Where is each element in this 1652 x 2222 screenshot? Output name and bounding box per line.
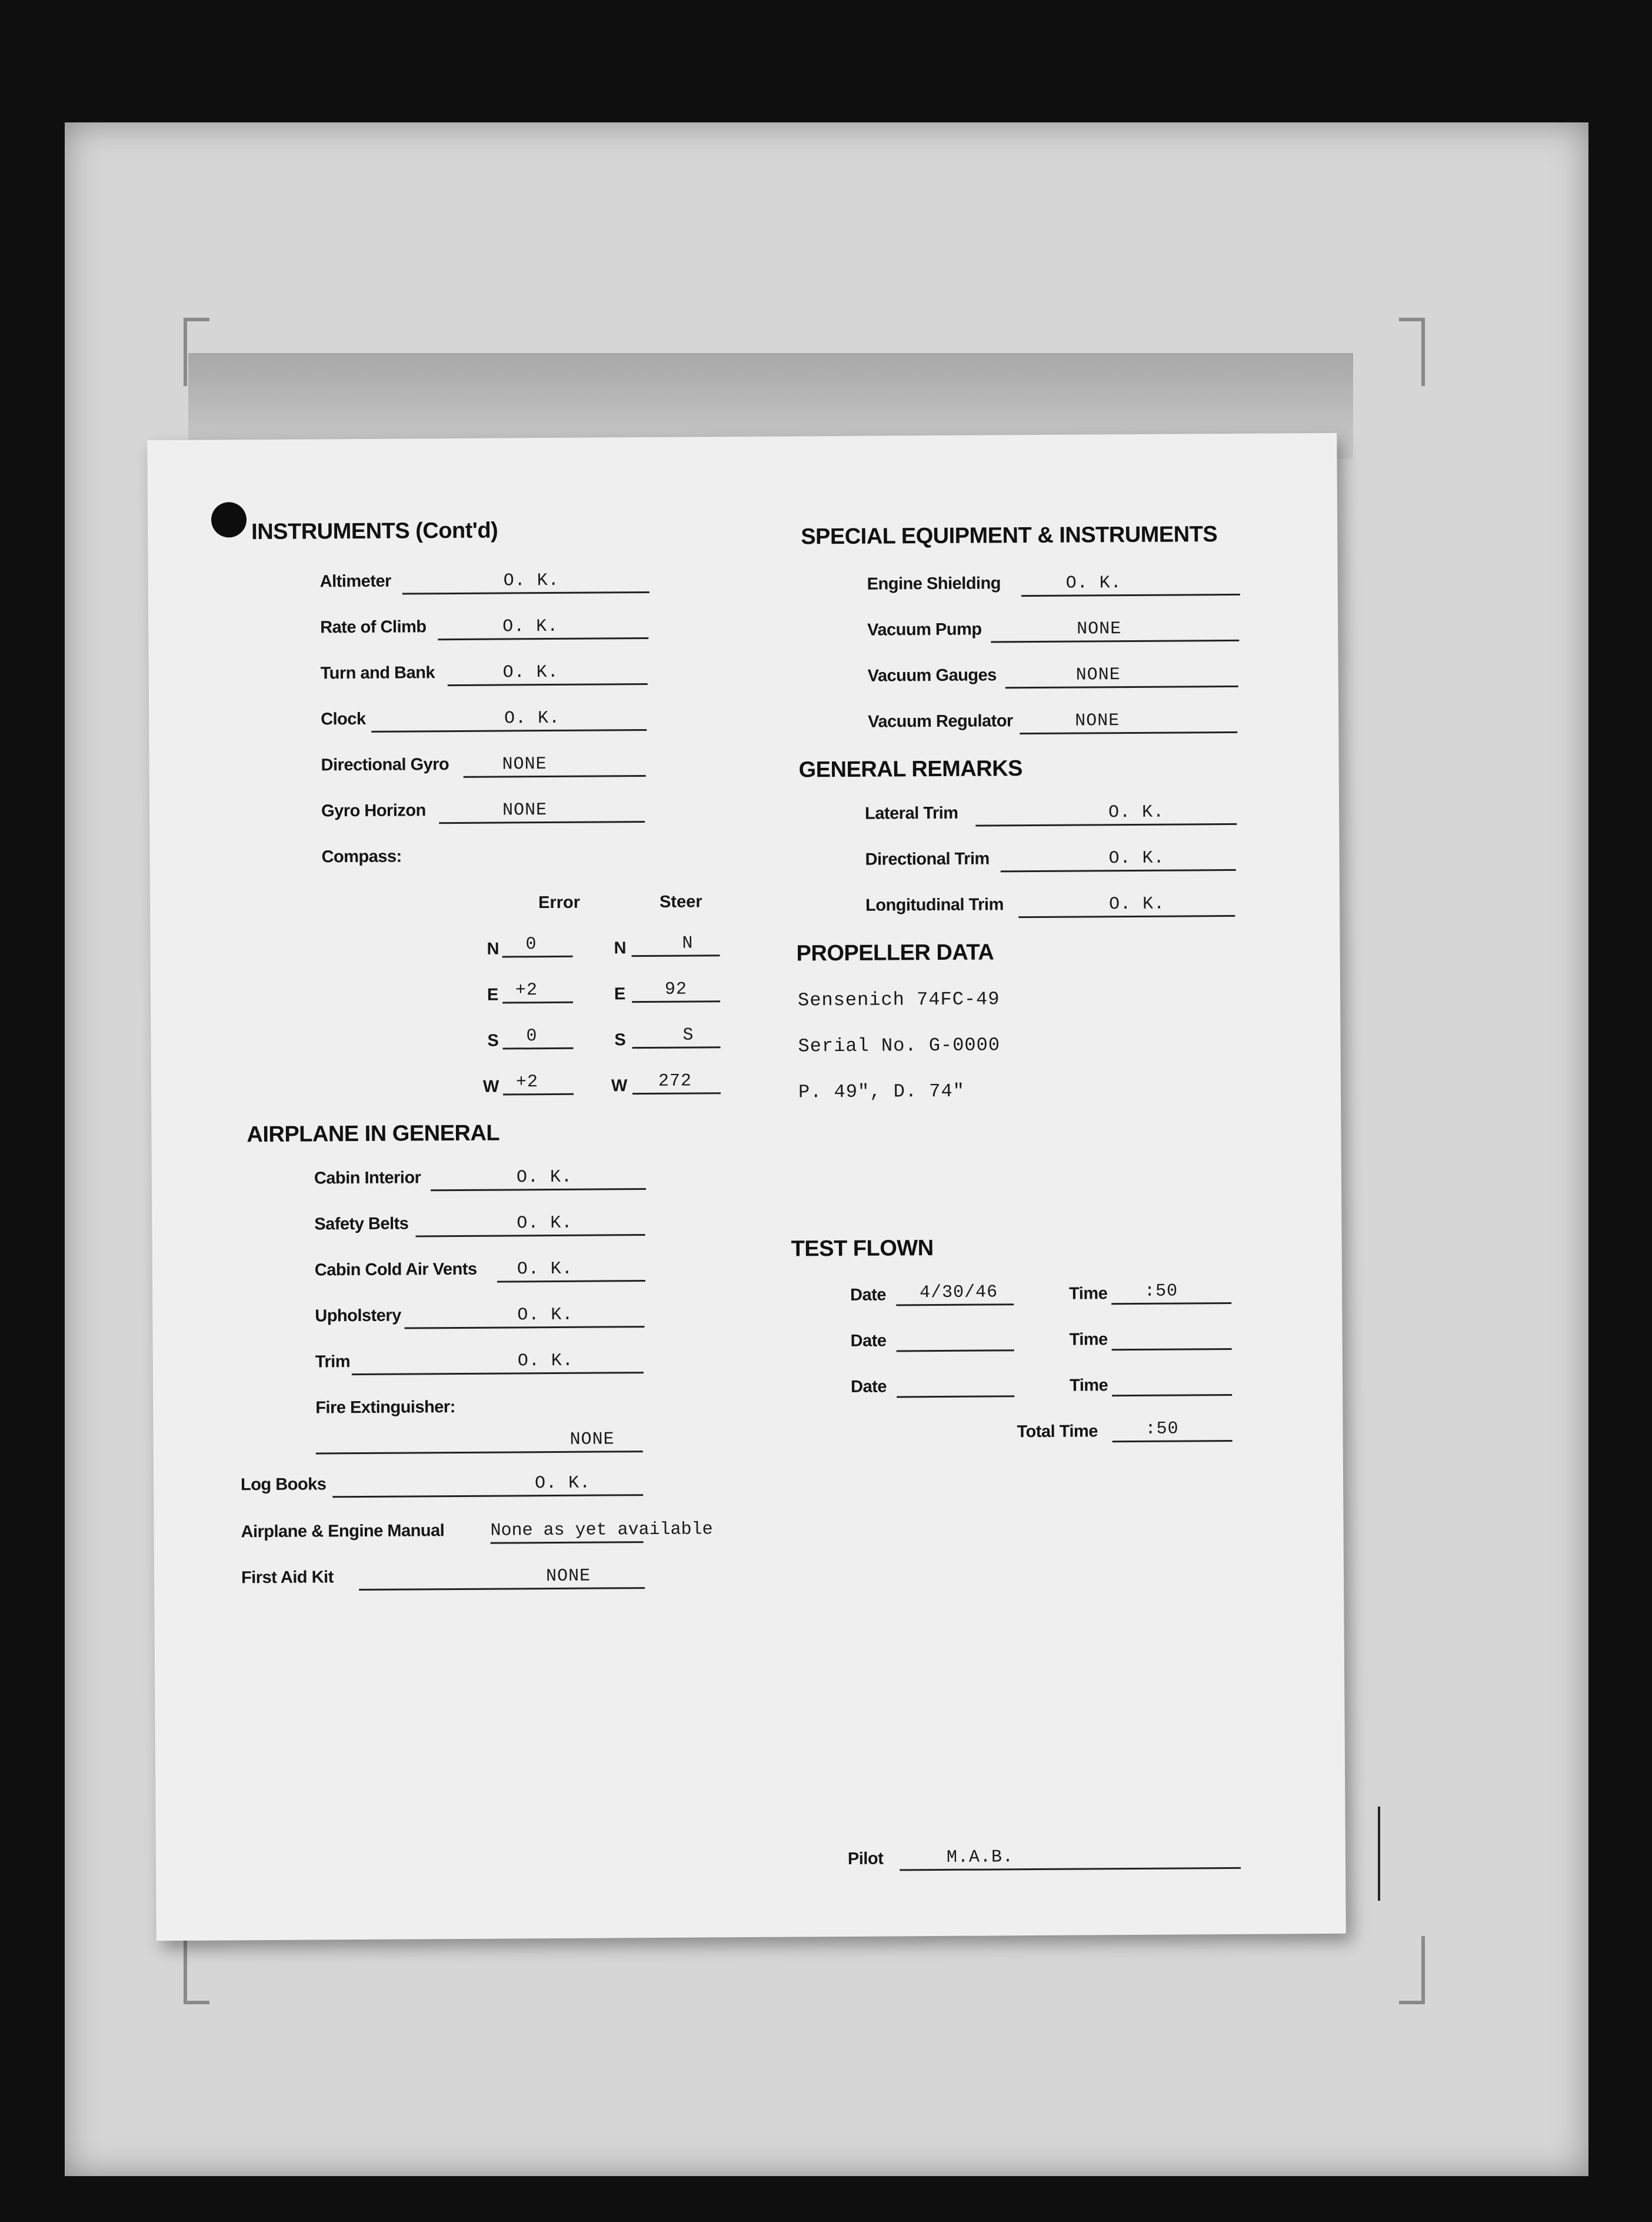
general-remarks-heading: GENERAL REMARKS [798, 756, 1023, 783]
lateral-trim-label: Lateral Trim [865, 803, 958, 823]
clock-field [371, 708, 647, 733]
safety-belts-value: O. K. [517, 1213, 573, 1234]
crop-mark-bottom-right [1399, 1936, 1425, 2004]
pilot-label: Pilot [847, 1849, 884, 1868]
vacuum-gauges-value: NONE [1075, 665, 1121, 686]
compass-steer-value: S [682, 1025, 694, 1046]
vacuum-pump-field [991, 619, 1239, 643]
compass-steer-value: 92 [664, 979, 688, 1000]
first-aid-kit-field [359, 1566, 645, 1591]
propeller-pitch-diameter: P. 49", D. 74" [798, 1080, 965, 1103]
trim-field [352, 1351, 644, 1375]
compass-error-value: 0 [526, 1026, 538, 1047]
rate-of-climb-field [438, 616, 648, 640]
directional-trim-label: Directional Trim [865, 849, 990, 869]
rate-of-climb-label: Rate of Climb [320, 617, 427, 637]
directional-gyro-label: Directional Gyro [321, 755, 449, 775]
compass-error-field [503, 1072, 574, 1096]
date-field [897, 1395, 1014, 1398]
safety-belts-field [415, 1213, 645, 1237]
compass-steer-value: N [682, 933, 694, 954]
date-field [896, 1282, 1014, 1306]
propeller-serial: Serial No. G-0000 [798, 1034, 1001, 1057]
fire-extinguisher-label: Fire Extinguisher: [315, 1398, 455, 1418]
compass-steer-dir: E [614, 984, 626, 1004]
vacuum-regulator-value: NONE [1075, 711, 1120, 731]
turn-and-bank-field [448, 662, 648, 686]
compass-error-value: 0 [525, 934, 537, 955]
cabin-cold-air-vents-field [497, 1259, 645, 1283]
crop-mark-bottom-left [184, 1936, 209, 2004]
engine-shielding-value: O. K. [1065, 573, 1122, 594]
cabin-interior-field [431, 1167, 646, 1191]
cabin-interior-value: O. K. [516, 1167, 573, 1188]
altimeter-label: Altimeter [319, 571, 392, 591]
compass-dir: N [487, 939, 499, 959]
compass-steer-dir: N [614, 939, 627, 958]
time-label: Time [1069, 1330, 1108, 1349]
propeller-model: Sensenich 74FC-49 [797, 988, 1000, 1012]
compass-dir: E [487, 985, 499, 1004]
time-field [1112, 1348, 1232, 1351]
test-flown-heading: TEST FLOWN [791, 1236, 934, 1262]
time-field [1112, 1394, 1232, 1396]
cabin-interior-label: Cabin Interior [314, 1168, 421, 1188]
gyro-horizon-value: NONE [502, 800, 548, 821]
longitudinal-trim-value: O. K. [1108, 894, 1165, 915]
total-time-field [1113, 1419, 1233, 1442]
compass-steer-header: Steer [659, 892, 702, 912]
turn-and-bank-label: Turn and Bank [320, 663, 435, 683]
compass-steer-field [632, 979, 720, 1003]
inspection-form-sheet [147, 433, 1346, 1941]
vacuum-pump-value: NONE [1077, 619, 1122, 640]
log-books-field [332, 1473, 643, 1498]
directional-trim-value: O. K. [1108, 848, 1165, 869]
directional-gyro-value: NONE [502, 754, 547, 775]
compass-error-value: +2 [515, 980, 538, 1001]
vacuum-gauges-field [1005, 665, 1238, 688]
compass-dir: S [487, 1031, 499, 1050]
date-label: Date [850, 1285, 887, 1305]
compass-error-field [502, 934, 573, 958]
clock-label: Clock [321, 709, 366, 729]
propeller-data-heading: PROPELLER DATA [796, 940, 994, 966]
compass-steer-field [632, 1071, 721, 1095]
special-equipment-heading: SPECIAL EQUIPMENT & INSTRUMENTS [801, 522, 1218, 550]
rate-of-climb-value: O. K. [502, 616, 559, 637]
clock-value: O. K. [504, 708, 561, 729]
date-field [897, 1349, 1014, 1352]
airplane-engine-manual-value: None as yet available [490, 1519, 713, 1541]
total-time-label: Total Time [1017, 1422, 1098, 1442]
date-label: Date [850, 1377, 887, 1396]
altimeter-field [402, 570, 650, 595]
compass-label: Compass: [321, 847, 402, 867]
date-label: Date [850, 1331, 887, 1351]
log-books-value: O. K. [534, 1473, 591, 1494]
airplane-in-general-heading: AIRPLANE IN GENERAL [247, 1120, 500, 1147]
directional-gyro-field [464, 754, 646, 778]
engine-shielding-field [1021, 573, 1240, 597]
instruments-heading: INSTRUMENTS (Cont'd) [251, 518, 498, 545]
safety-belts-label: Safety Belts [314, 1214, 409, 1234]
trim-value: O. K. [517, 1351, 574, 1372]
lateral-trim-value: O. K. [1108, 802, 1165, 823]
gyro-horizon-field [439, 800, 645, 824]
upholstery-field [404, 1305, 644, 1329]
date-value: 4/30/46 [920, 1282, 998, 1303]
upholstery-label: Upholstery [315, 1306, 401, 1326]
cabin-cold-air-vents-label: Cabin Cold Air Vents [314, 1259, 477, 1280]
vacuum-regulator-field [1020, 711, 1237, 734]
airplane-engine-manual-field [490, 1519, 713, 1544]
compass-steer-field [632, 1025, 721, 1049]
log-books-label: Log Books [240, 1475, 327, 1495]
compass-steer-dir: S [614, 1030, 626, 1050]
vacuum-regulator-label: Vacuum Regulator [868, 711, 1013, 731]
time-value: :50 [1144, 1281, 1178, 1302]
trim-label: Trim [315, 1352, 351, 1372]
margin-pen-mark [1378, 1807, 1380, 1901]
compass-error-field [502, 980, 573, 1004]
longitudinal-trim-field [1018, 894, 1235, 918]
time-label: Time [1069, 1284, 1108, 1303]
crop-mark-top-right [1399, 318, 1425, 386]
pilot-value: M.A.B. [946, 1847, 1014, 1868]
first-aid-kit-label: First Aid Kit [241, 1568, 334, 1588]
fire-extinguisher-field [316, 1429, 643, 1454]
compass-error-value: +2 [515, 1072, 539, 1093]
cabin-cold-air-vents-value: O. K. [517, 1259, 573, 1280]
engine-shielding-label: Engine Shielding [867, 574, 1001, 594]
compass-error-header: Error [538, 893, 581, 913]
pilot-field [900, 1847, 1241, 1871]
punch-hole [211, 502, 247, 537]
directional-trim-field [1001, 848, 1236, 872]
vacuum-gauges-label: Vacuum Gauges [867, 666, 997, 686]
lateral-trim-field [975, 802, 1237, 827]
altimeter-value: O. K. [503, 570, 559, 591]
airplane-engine-manual-label: Airplane & Engine Manual [241, 1521, 445, 1542]
compass-dir: W [482, 1077, 499, 1096]
time-field [1111, 1281, 1231, 1305]
compass-error-field [503, 1026, 574, 1050]
fire-extinguisher-value: NONE [569, 1429, 615, 1450]
time-label: Time [1069, 1376, 1108, 1395]
total-time-value: :50 [1145, 1419, 1179, 1439]
upholstery-value: O. K. [517, 1305, 574, 1326]
longitudinal-trim-label: Longitudinal Trim [865, 895, 1004, 915]
compass-steer-dir: W [611, 1076, 628, 1096]
vacuum-pump-label: Vacuum Pump [867, 620, 982, 640]
turn-and-bank-value: O. K. [502, 662, 559, 683]
first-aid-kit-value: NONE [545, 1566, 591, 1587]
compass-steer-value: 272 [658, 1071, 692, 1092]
compass-steer-field [632, 933, 720, 957]
gyro-horizon-label: Gyro Horizon [321, 801, 426, 821]
